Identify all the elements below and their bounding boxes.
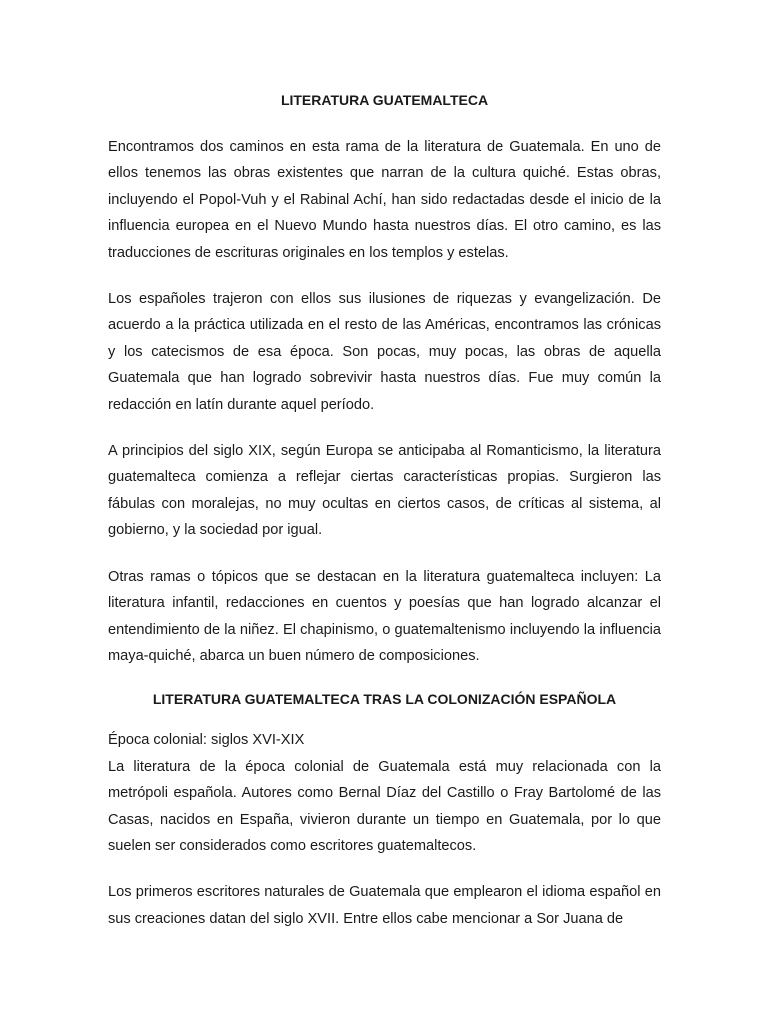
section-heading: LITERATURA GUATEMALTECA TRAS LA COLONIZACIÓN ESPAÑOLA <box>152 691 617 708</box>
section-paragraph-1: La literatura de la época colonial de Guatemala está muy relacionada con la metrópoli española. Autores como Bernal Díaz del Castillo o Fray Bartolomé de las Casas, nacidos en España, vivieron durante un tiempo en Guatemala, por lo que suelen ser considerados como escritores guatemaltecos. <box>108 758 661 854</box>
paragraph-3: A principios del siglo XIX, según Europa se anticipaba al Romanticismo, la literatura guatemalteca comienza a reflejar ciertas características propias. Surgieron las fábulas con moralejas, no muy ocultas en ciertos casos, de críticas al sistema, al gobierno, y la sociedad por igual. <box>108 443 661 539</box>
paragraph-1: Encontramos dos caminos en esta rama de la literatura de Guatemala. En uno de ellos tenemos las obras existentes que narran de la cultura quiché. Estas obras, incluyendo el Popol-Vuh y el Rabinal Achí, han sido redactadas desde el inicio de la influencia europea en el Nuevo Mundo hasta nuestros días. El otro camino, es las traducciones de escrituras originales en los templos y estelas. <box>108 139 661 261</box>
section-subheading: Época colonial: siglos XVI-XIX <box>108 732 305 749</box>
document-title: LITERATURA GUATEMALTECA <box>280 92 489 108</box>
paragraph-4: Otras ramas o tópicos que se destacan en la literatura guatemalteca incluyen: La literatura infantil, redacciones en cuentos y poesías que han logrado alcanzar el entendimiento de la niñez. El chapinismo, o guatemaltenismo incluyendo la influencia maya-quiché, abarca un buen número de composiciones. <box>108 568 661 664</box>
section-paragraph-2: Los primeros escritores naturales de Guatemala que emplearon el idioma español en sus creaciones datan del siglo XVII. Entre ellos cabe mencionar a Sor Juana de <box>108 884 661 927</box>
document-page <box>108 90 661 952</box>
paragraph-2: Los españoles trajeron con ellos sus ilusiones de riquezas y evangelización. De acuerdo a la práctica utilizada en el resto de las Américas, encontramos las crónicas y los catecismos de esa época. Son pocas, muy pocas, las obras de aquella Guatemala que han logrado sobrevivir hasta nuestros días. Fue muy común la redacción en latín durante aquel período. <box>108 291 661 413</box>
